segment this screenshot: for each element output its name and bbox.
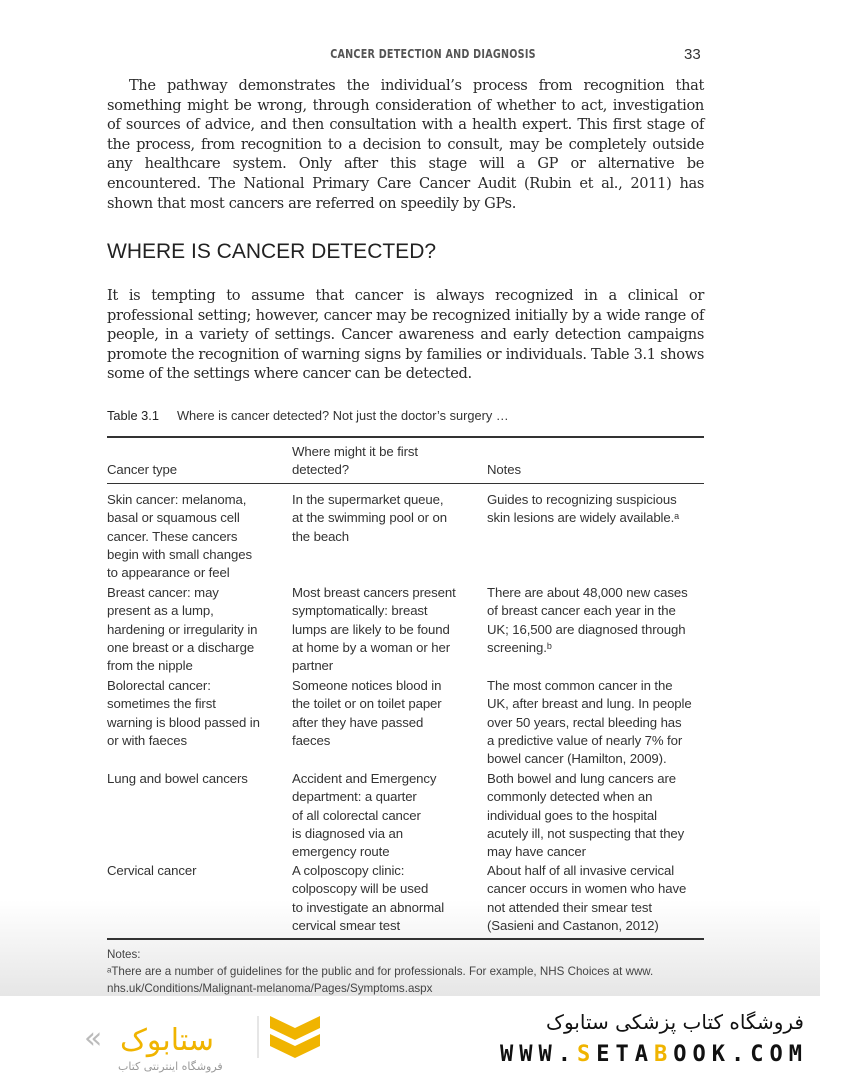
- logo-chevrons: «: [84, 1021, 103, 1056]
- cell-notes: About half of all invasive cervical cancer occurs in women who have not attended their smear test (Sasieni and Castanon, 2012): [487, 863, 687, 933]
- cell-notes: There are about 48,000 new cases of breast cancer each year in the UK; 16,500 are diagnosed through screening.ᵇ: [487, 585, 688, 655]
- cell-cancer-type: Skin cancer: melanoma, basal or squamous cell cancer. These cancers begin with small changes to appearance or feel: [107, 492, 252, 581]
- column-header: Notes: [487, 462, 521, 477]
- page-number: 33: [684, 46, 701, 63]
- running-head: CANCER DETECTION AND DIAGNOSIS: [330, 47, 536, 61]
- note-a-line1: ᵃThere are a number of guidelines for the public and for professionals. For example, NHS Choices at www.: [107, 965, 654, 978]
- cell-detection-setting: A colposcopy clinic: colposcopy will be used to investigate an abnormal cervical smear test: [292, 863, 445, 933]
- table-title: Where is cancer detected? Not just the doctor’s surgery …: [176, 408, 509, 423]
- table-label: Table 3.1: [107, 408, 159, 423]
- notes-label: Notes:: [107, 948, 141, 961]
- logo-text: ستابوک: [120, 1023, 215, 1058]
- table-caption: [107, 408, 509, 423]
- cell-detection-setting: In the supermarket queue, at the swimming pool or on the beach: [292, 492, 447, 544]
- watermark-banner: [0, 996, 866, 1080]
- note-a-line2: nhs.uk/Conditions/Malignant-melanoma/Pages/Symptoms.aspx: [107, 982, 433, 995]
- store-title: فروشگاه کتاب پزشکی ستابوک: [546, 1010, 804, 1034]
- paragraph-pathway: The pathway demonstrates the individual’s process from recognition that something might be wrong, through consideration of whether to act, investigation of sources of advice, and then consultation with a health expert. This first stage of the process, from recognition to a decision to consult, may be completely outside any healthcare system. Only after this stage will a GP or alternative be encountered. The National Primary Care Cancer Audit (Rubin et al., 2011) has shown that most cancers are referred on speedily by GPs.: [107, 77, 704, 212]
- cell-cancer-type: Lung and bowel cancers: [107, 771, 248, 786]
- cell-detection-setting: Someone notices blood in the toilet or on toilet paper after they have passed faeces: [292, 678, 442, 748]
- cell-notes: The most common cancer in the UK, after breast and lung. In people over 50 years, rectal bleeding has a predictive value of nearly 7% for bowel cancer (Hamilton, 2009).: [487, 678, 692, 767]
- store-url[interactable]: WWW.SETABOOK.COM: [500, 1042, 808, 1067]
- table-header-rule: [107, 483, 704, 484]
- cell-detection-setting: Accident and Emergency department: a quarter of all colorectal cancer is diagnosed via an emergency route: [292, 771, 437, 860]
- setabook-logo: [80, 1014, 340, 1058]
- section-heading: WHERE IS CANCER DETECTED?: [107, 240, 437, 263]
- cell-detection-setting: Most breast cancers present symptomatically: breast lumps are likely to be found at home by a woman or her partner: [292, 585, 456, 674]
- cell-notes: Guides to recognizing suspicious skin lesions are widely available.ᵃ: [487, 492, 679, 526]
- table-notes: [107, 946, 653, 997]
- cell-cancer-type: Bolorectal cancer: sometimes the first warning is blood passed in or with faeces: [107, 678, 260, 748]
- column-header: Cancer type: [107, 462, 178, 477]
- paragraph-intro: It is tempting to assume that cancer is always recognized in a clinical or professional setting; however, cancer may be recognized initially by a wide range of people, in a variety of settings. Cancer awareness and early detection campaigns promote the recognition of warning signs by families or individuals. Table 3.1 shows some of the settings where cancer can be detected.: [107, 287, 704, 383]
- table-top-rule: [107, 436, 704, 438]
- table-bottom-rule: [107, 938, 704, 940]
- cell-cancer-type: Breast cancer: may present as a lump, hardening or irregularity in one breast or a discharge from the nipple: [107, 585, 258, 674]
- column-header: Where might it be first detected?: [292, 444, 418, 478]
- cell-cancer-type: Cervical cancer: [107, 863, 197, 878]
- chevron-logo-icon: [270, 1016, 320, 1058]
- cell-notes: Both bowel and lung cancers are commonly detected when an individual goes to the hospital acutely ill, not suspecting that they may have cancer: [487, 771, 685, 860]
- logo-subtitle: فروشگاه اینترنتی کتاب: [118, 1060, 223, 1073]
